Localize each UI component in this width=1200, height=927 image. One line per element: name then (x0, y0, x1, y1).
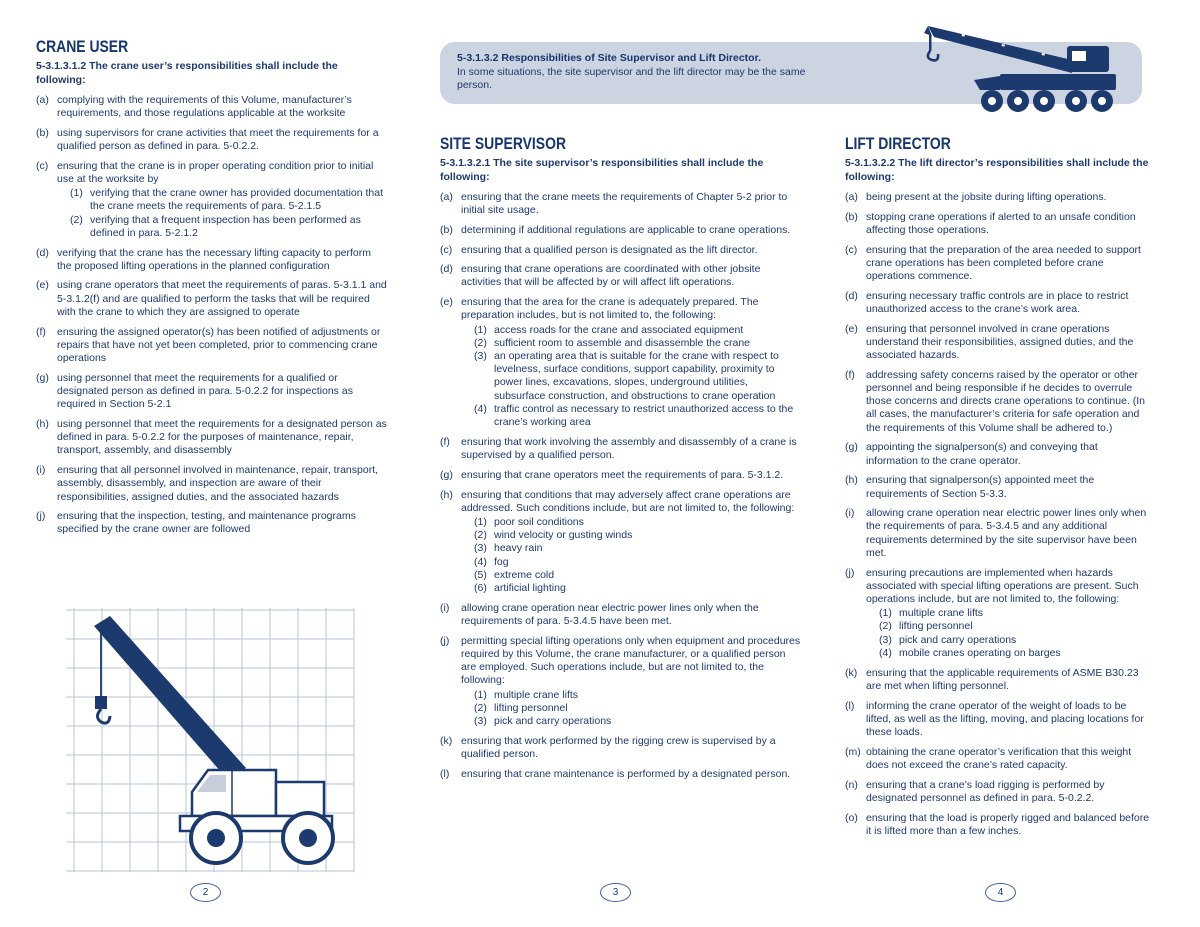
sub-item-text: pick and carry operations (494, 715, 612, 727)
list-item (440, 469, 802, 482)
list-item (845, 323, 1151, 363)
item-text: ensuring that a qualified person is designated as the lift director. (461, 243, 758, 256)
item-text: using personnel that meet the requirements for a qualified or designated person as defined in para. 5-0.2.2 for inspections as required in Section 5-2.1 (57, 371, 353, 411)
sub-item (879, 620, 1151, 633)
sub-item-text: access roads for the crane and associated equipment (494, 323, 744, 336)
item-label: (m) (845, 745, 861, 758)
sub-item (70, 187, 388, 213)
item-label: (b) (440, 223, 453, 236)
site-supervisor-intro: 5-3.1.3.2.1 The site supervisor’s responsibilities shall include the following: (440, 157, 764, 183)
sub-item-label: (2) (474, 701, 487, 714)
sub-item-label: (3) (474, 542, 487, 555)
sub-item-label: (2) (474, 336, 487, 349)
item-label: (j) (440, 634, 450, 647)
sub-item-text: verifying that a frequent inspection has been performed as defined in para. 5-2.1.2 (90, 213, 361, 239)
item-label: (c) (36, 159, 49, 172)
sub-item-text: wind velocity or gusting winds (494, 529, 633, 542)
sub-item (474, 403, 802, 429)
item-label: (e) (845, 322, 858, 335)
item-label: (d) (440, 263, 453, 276)
site-supervisor-list (440, 191, 802, 781)
sub-item (474, 350, 802, 403)
item-label: (g) (845, 441, 858, 454)
list-item (440, 263, 802, 289)
sub-item-text: extreme cold (494, 568, 555, 581)
list-item (440, 489, 802, 596)
item-label: (i) (440, 601, 450, 614)
sub-item-text: traffic control as necessary to restrict unauthorized access to the crane’s working area (494, 402, 794, 429)
item-label: (e) (440, 296, 453, 309)
sub-item-text: artificial lighting (494, 582, 566, 595)
sub-item-label: (4) (474, 555, 487, 568)
sub-item (474, 569, 802, 582)
item-label: (g) (36, 371, 49, 384)
item-text: addressing safety concerns raised by the operator or other personnel and being responsible if he decides to overrule those concerns and directs crane operations to continue. (In all cases, the manufacturer’s criteria for safe operation and the requirements of this Volume shall be adhered to.) (866, 368, 1145, 434)
list-item (845, 369, 1151, 435)
item-text: permitting special lifting operations only when equipment and procedures required by this Volume, the crane manufacturer, or a qualified person are employed. Such operations include, but are not limited to, the following: (461, 634, 801, 687)
list-item (440, 224, 802, 237)
sub-item-label: (2) (474, 529, 487, 542)
sub-list (461, 516, 802, 595)
list-item (440, 244, 802, 257)
sub-item-label: (4) (879, 646, 892, 659)
list-item (36, 247, 388, 273)
truck-crane-wheels (981, 90, 1113, 112)
item-label: (a) (440, 190, 453, 203)
item-label: (i) (845, 507, 855, 520)
item-label: (c) (845, 243, 858, 256)
rough-terrain-crane-illustration (64, 604, 356, 876)
sub-item-text: heavy rain (494, 542, 543, 555)
list-item (845, 667, 1151, 693)
sub-item-text: mobile cranes operating on barges (899, 646, 1061, 659)
item-text: verifying that the crane has the necessary lifting capacity to perform the proposed lifting operations in the planned configuration (57, 246, 371, 272)
crane-user-column (36, 36, 388, 543)
sub-item-text: multiple crane lifts (899, 607, 984, 620)
sub-item-label: (5) (474, 568, 487, 581)
list-item (440, 735, 802, 761)
crane-user-intro: 5-3.1.3.1.2 The crane user’s responsibilities shall include the following: (36, 60, 338, 86)
item-text: ensuring that signalperson(s) appointed meet the requirements of Section 5-3.3. (866, 474, 1095, 500)
item-text: ensuring that the crane meets the requirements of Chapter 5-2 prior to initial site usage. (461, 190, 788, 217)
page-number-badge (190, 883, 221, 902)
item-text: ensuring that a crane’s load rigging is performed by designated personnel as defined in para. 5-0.2.2. (866, 778, 1105, 804)
sub-item-label: (3) (474, 715, 487, 727)
item-label: (g) (440, 468, 453, 481)
list-item (36, 279, 388, 319)
list-item (845, 474, 1151, 500)
page-number-badge (600, 883, 631, 902)
sub-list (57, 187, 388, 240)
item-text: ensuring that the applicable requirements of ASME B30.23 are met when lifting personnel. (866, 666, 1139, 692)
site-supervisor-column (440, 133, 802, 787)
list-item (36, 418, 388, 458)
callout-title: 5-3.1.3.2 Responsibilities of Site Supervisor and Lift Director. (457, 52, 761, 64)
item-label: (e) (36, 279, 49, 292)
list-item (440, 602, 802, 628)
list-item (845, 441, 1151, 467)
sub-item (474, 556, 802, 569)
item-label: (a) (845, 190, 858, 203)
sub-item-label: (1) (474, 688, 487, 701)
list-item (36, 94, 388, 120)
lift-director-intro: 5-3.1.3.2.2 The lift director’s responsibilities shall include the following: (845, 157, 1149, 183)
sub-item-text: lifting personnel (494, 701, 568, 714)
item-text: ensuring that the area for the crane is adequately prepared. The preparation includes, but is not limited to, the following: (461, 296, 759, 322)
sub-item-text: an operating area that is suitable for the crane with respect to levelness, surface conditions, support capability, proximity to power lines, excavations, slopes, underground utilities, subsurface construction, and obstructions to crane operation (494, 350, 779, 402)
item-text: ensuring that crane maintenance is performed by a designated person. (461, 767, 791, 780)
item-text: complying with the requirements of this Volume, manufacturer’s requirements, and those regulations applicable at the worksite (57, 93, 352, 120)
sub-item (474, 529, 802, 542)
sub-item-label: (2) (879, 620, 892, 633)
item-text: ensuring that personnel involved in crane operations understand their responsibilities, assigned duties, and the associated hazards. (866, 322, 1134, 362)
item-text: determining if additional regulations are applicable to crane operations. (461, 223, 791, 236)
sub-item (879, 647, 1151, 660)
item-label: (b) (36, 126, 49, 139)
sub-item-text: verifying that the crane owner has provided documentation that the crane meets the requirements of para. 5-2.1.5 (90, 187, 384, 213)
item-text: ensuring that work performed by the rigging crew is supervised by a qualified person. (461, 734, 776, 760)
list-item (845, 812, 1151, 838)
item-text: being present at the jobsite during lifting operations. (866, 190, 1107, 203)
list-item (36, 326, 388, 366)
sub-item (474, 702, 802, 715)
list-item (845, 507, 1151, 560)
list-item (845, 700, 1151, 740)
list-item (36, 160, 388, 240)
page-number-text: 3 (612, 887, 619, 898)
item-label: (d) (845, 289, 858, 302)
sub-item-text: sufficient room to assemble and disassemble the crane (494, 336, 751, 349)
crane-user-heading: CRANE USER (36, 37, 129, 56)
item-text: ensuring that all personnel involved in maintenance, repair, transport, assembly, disassembly, and inspection are aware of their responsibilities, assigned duties, and the associated hazards (57, 464, 379, 503)
item-label: (o) (845, 811, 858, 824)
lift-director-column (845, 133, 1151, 845)
item-label: (k) (845, 666, 858, 679)
item-label: (h) (440, 488, 453, 501)
list-item (845, 779, 1151, 805)
item-label: (i) (36, 464, 46, 477)
page-number-text: 2 (202, 887, 209, 898)
sub-item-text: fog (494, 555, 509, 568)
item-text: appointing the signalperson(s) and conveying that information to the crane operator. (866, 441, 1098, 467)
list-item (36, 510, 388, 536)
item-text: ensuring that crane operators meet the requirements of para. 5-3.1.2. (461, 468, 784, 481)
list-item (440, 191, 802, 217)
item-label: (d) (36, 246, 49, 259)
list-item (845, 211, 1151, 237)
item-label: (f) (845, 368, 855, 381)
item-text: using crane operators that meet the requirements of paras. 5-3.1.1 and 5-3.1.2(f) and are qualified to perform the tasks that will be required with the crane to which they are assigned to operate (57, 279, 387, 318)
list-item (845, 191, 1151, 204)
item-label: (f) (36, 325, 46, 338)
sub-item-label: (1) (474, 323, 487, 336)
item-text: ensuring precautions are implemented when hazards associated with special lifting operations are present. Such operations include, but are not limited to, the following: (866, 566, 1139, 606)
sub-item-label: (3) (879, 633, 892, 646)
list-item (440, 635, 802, 729)
list-item (440, 436, 802, 462)
sub-item-label: (3) (474, 350, 487, 363)
item-text: ensuring that the load is properly rigged and balanced before it is lifted more than a few inches. (866, 811, 1150, 837)
crane-user-list (36, 94, 388, 537)
sub-item (70, 214, 388, 240)
lift-director-list (845, 191, 1151, 838)
sub-item (879, 607, 1151, 620)
item-label: (h) (36, 417, 49, 430)
sub-item (474, 582, 802, 595)
sub-list (461, 324, 802, 430)
sub-item-text: pick and carry operations (899, 633, 1017, 646)
item-text: ensuring that crane operations are coordinated with other jobsite activities that will be affected by or will affect lift operations. (461, 263, 761, 289)
sub-item-text: lifting personnel (899, 620, 973, 633)
item-label: (k) (440, 734, 453, 747)
item-text: ensuring that the crane is in proper operating condition prior to initial use at the worksite by (57, 159, 374, 185)
sub-item (474, 689, 802, 702)
item-label: (a) (36, 93, 49, 106)
page-number-badge (985, 883, 1016, 902)
item-text: ensuring the assigned operator(s) has been notified of adjustments or repairs that have not yet been completed, prior to commencing crane operations (57, 325, 381, 365)
list-item (36, 464, 388, 504)
list-item (845, 244, 1151, 284)
sub-item (879, 634, 1151, 647)
list-item (440, 768, 802, 781)
sub-item-label: (4) (474, 402, 487, 415)
sub-item (474, 337, 802, 350)
sub-item-label: (1) (879, 607, 892, 620)
list-item (845, 746, 1151, 772)
sub-item (474, 324, 802, 337)
item-text: ensuring that the inspection, testing, and maintenance programs specified by the crane owner are followed (57, 510, 356, 536)
sub-item-label: (2) (70, 213, 83, 226)
item-text: ensuring that conditions that may adversely affect crane operations are addressed. Such conditions include, but are not limited to, the following: (461, 488, 795, 514)
list-item (845, 290, 1151, 316)
item-text: allowing crane operation near electric power lines only when the requirements of para. 5-3.4.5 and any additional requirements determined by the site supervisor have been met. (866, 507, 1147, 559)
sub-list (461, 689, 802, 729)
sub-item-label: (6) (474, 582, 487, 595)
item-label: (j) (845, 566, 855, 579)
truck-crane-illustration (922, 6, 1122, 124)
item-label: (l) (440, 767, 450, 780)
sub-item (474, 516, 802, 529)
sub-item-text: multiple crane lifts (494, 688, 579, 701)
item-label: (l) (845, 699, 855, 712)
list-item (36, 372, 388, 412)
sub-item-label: (1) (474, 515, 487, 528)
item-text: using supervisors for crane activities that meet the requirements for a qualified person as defined in para. 5-0.2.2. (57, 126, 379, 152)
list-item (440, 296, 802, 429)
callout-body: In some situations, the site supervisor and the lift director may be the same person. (457, 66, 806, 92)
item-text: obtaining the crane operator’s verification that this weight does not exceed the crane’s rated capacity. (866, 745, 1132, 771)
sub-list (866, 607, 1151, 660)
lift-director-heading: LIFT DIRECTOR (845, 134, 951, 153)
item-text: ensuring that work involving the assembly and disassembly of a crane is supervised by a qualified person. (461, 435, 797, 462)
sub-item (474, 715, 802, 728)
item-text: allowing crane operation near electric power lines only when the requirements of para. 5-3.4.5 have been met. (461, 601, 759, 627)
item-text: stopping crane operations if alerted to an unsafe condition affecting those operations. (866, 210, 1136, 236)
item-label: (b) (845, 210, 858, 223)
item-text: using personnel that meet the requirements for a designated person as defined in para. 5-0.2.2 for the purposes of maintenance, repair, transport, assembly, and disassembly (57, 417, 387, 457)
page-number-text: 4 (997, 887, 1004, 898)
item-label: (f) (440, 435, 450, 448)
item-label: (h) (845, 474, 858, 487)
item-text: ensuring that the preparation of the area needed to support crane operations has been completed before crane operations commence. (866, 243, 1141, 282)
sub-item (474, 542, 802, 555)
site-supervisor-heading: SITE SUPERVISOR (440, 134, 567, 153)
item-label: (n) (845, 778, 858, 791)
item-text: ensuring necessary traffic controls are in place to restrict unauthorized access to the crane’s work area. (866, 289, 1129, 315)
item-label: (j) (36, 510, 46, 523)
item-text: informing the crane operator of the weight of loads to be lifted, as well as the lifting, moving, and placing locations for these loads. (866, 699, 1144, 738)
sub-item-label: (1) (70, 187, 83, 200)
item-label: (c) (440, 243, 453, 256)
list-item (845, 567, 1151, 661)
sub-item-text: poor soil conditions (494, 515, 584, 528)
list-item (36, 127, 388, 153)
